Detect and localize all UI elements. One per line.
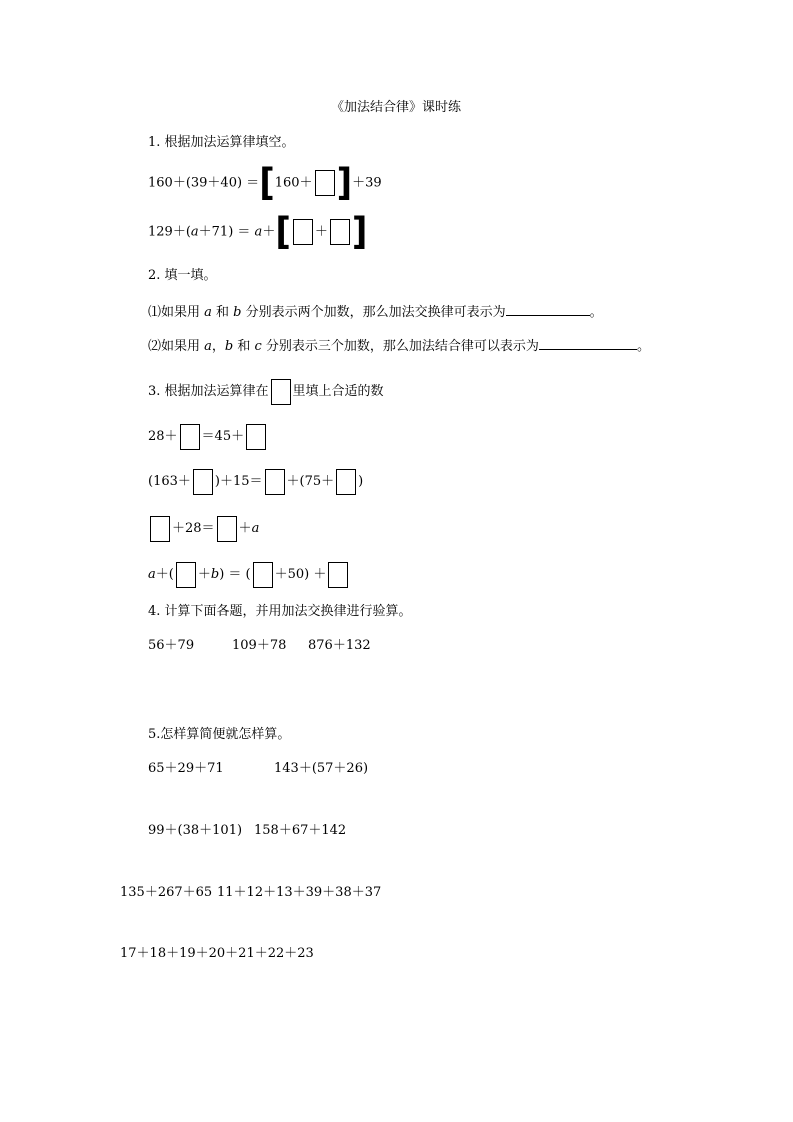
q4-expr-1: 56＋79: [148, 638, 195, 653]
q1-equation-1: [148, 161, 382, 205]
plus-sign: ＋: [314, 224, 328, 240]
q2-p2-text-d: 分别表示三个加数，那么加法结合律可以表示为: [261, 339, 539, 354]
var-b: b: [224, 339, 234, 354]
q4-expr-2: 109＋78: [232, 638, 287, 653]
q3-r1-a: 28＋: [148, 429, 178, 444]
var-a: a: [190, 224, 199, 240]
answer-box[interactable]: [180, 424, 200, 450]
q2-p1-text-b: 和: [211, 305, 234, 320]
q3-r3-b: ＋: [238, 521, 252, 536]
answer-box[interactable]: [253, 562, 273, 588]
answer-box[interactable]: [336, 469, 356, 495]
q3-r4-c: ) ＝ (: [219, 567, 251, 582]
left-bracket-icon: [: [259, 161, 275, 205]
var-a: a: [251, 521, 260, 536]
q3-r2-d: ): [358, 474, 364, 489]
answer-box[interactable]: [315, 170, 335, 196]
answer-box[interactable]: [217, 516, 237, 542]
plus-sign: ＋: [262, 224, 276, 240]
q5-expr-5: 135＋267＋65: [120, 885, 213, 900]
answer-blank[interactable]: [539, 335, 637, 350]
q5-expr-7: 17＋18＋19＋20＋21＋22＋23: [120, 946, 314, 961]
q3-heading: [148, 377, 384, 407]
q1-l2-left-a: 129＋(: [148, 224, 191, 240]
var-b: b: [210, 567, 220, 582]
q3-r2-b: )＋15＝: [214, 474, 263, 489]
right-bracket-icon: ]: [336, 161, 353, 205]
answer-box[interactable]: [193, 469, 213, 495]
q2-p2-text-a: ⑵如果用: [148, 339, 205, 354]
q2-part-1: [148, 301, 603, 323]
q2-heading: 2. 填一填。: [148, 268, 217, 283]
var-a: a: [204, 305, 212, 320]
answer-box[interactable]: [330, 219, 350, 245]
q2-p2-text-b: ，: [211, 339, 225, 354]
q5-expr-4: 158＋67＋142: [254, 823, 347, 838]
answer-box[interactable]: [328, 562, 348, 588]
q3-r2-a: (163＋: [148, 474, 191, 489]
var-c: c: [254, 339, 262, 354]
q3-r4-b: ＋: [197, 567, 211, 582]
var-a: a: [148, 567, 156, 582]
q3-r4-d: ＋50) ＋: [274, 567, 327, 582]
q2-part-2: [148, 335, 650, 357]
q1-l1-inner: 160＋: [274, 175, 313, 191]
q2-p2-text-c: 和: [233, 339, 255, 354]
q3-r3-a: ＋28＝: [172, 521, 215, 536]
var-a: a: [254, 224, 263, 240]
q1-l1-right: ＋39: [352, 175, 382, 191]
box-symbol-icon: [271, 379, 291, 405]
q2-p1-text-a: ⑴如果用: [148, 305, 205, 320]
right-bracket-icon: ]: [351, 210, 368, 254]
q1-l1-left: 160＋(39＋40) ＝: [148, 175, 260, 191]
q3-row-1: [148, 422, 268, 452]
answer-box[interactable]: [293, 219, 313, 245]
q3-heading-a: 3. 根据加法运算律在: [148, 384, 269, 399]
q3-row-3: [148, 514, 259, 544]
q1-heading: 1. 根据加法运算律填空。: [148, 135, 295, 150]
q3-r2-c: ＋(75＋: [286, 474, 335, 489]
answer-box[interactable]: [246, 424, 266, 450]
left-bracket-icon: [: [275, 210, 291, 254]
q4-heading: 4. 计算下面各题，并用加法交换律进行验算。: [148, 604, 412, 619]
answer-box[interactable]: [176, 562, 196, 588]
q1-equation-2: [148, 210, 368, 254]
answer-box[interactable]: [265, 469, 285, 495]
q5-expr-6: 11＋12＋13＋39＋38＋37: [217, 885, 382, 900]
q5-heading: 5.怎样算简便就怎样算。: [148, 727, 291, 742]
q2-p1-text-c: 分别表示两个加数，那么加法交换律可表示为: [241, 305, 506, 320]
q5-expr-2: 143＋(57＋26): [274, 761, 369, 776]
var-a: a: [204, 339, 212, 354]
q2-p2-end: 。: [636, 339, 650, 354]
answer-blank[interactable]: [506, 301, 590, 316]
q3-heading-b: 里填上合适的数: [292, 384, 384, 399]
q5-expr-1: 65＋29＋71: [148, 761, 224, 776]
q3-r1-b: ＝45＋: [201, 429, 245, 444]
var-b: b: [233, 305, 242, 320]
q3-r4-a: ＋(: [155, 567, 174, 582]
page-title: 《加法结合律》课时练: [331, 100, 462, 115]
answer-box[interactable]: [150, 516, 170, 542]
q1-l2-left-b: ＋71) ＝: [198, 224, 255, 240]
q4-expr-3: 876＋132: [308, 638, 371, 653]
q3-row-4: [148, 560, 350, 590]
q3-row-2: [148, 467, 363, 497]
q2-p1-end: 。: [589, 305, 603, 320]
q5-expr-3: 99＋(38＋101): [148, 823, 243, 838]
